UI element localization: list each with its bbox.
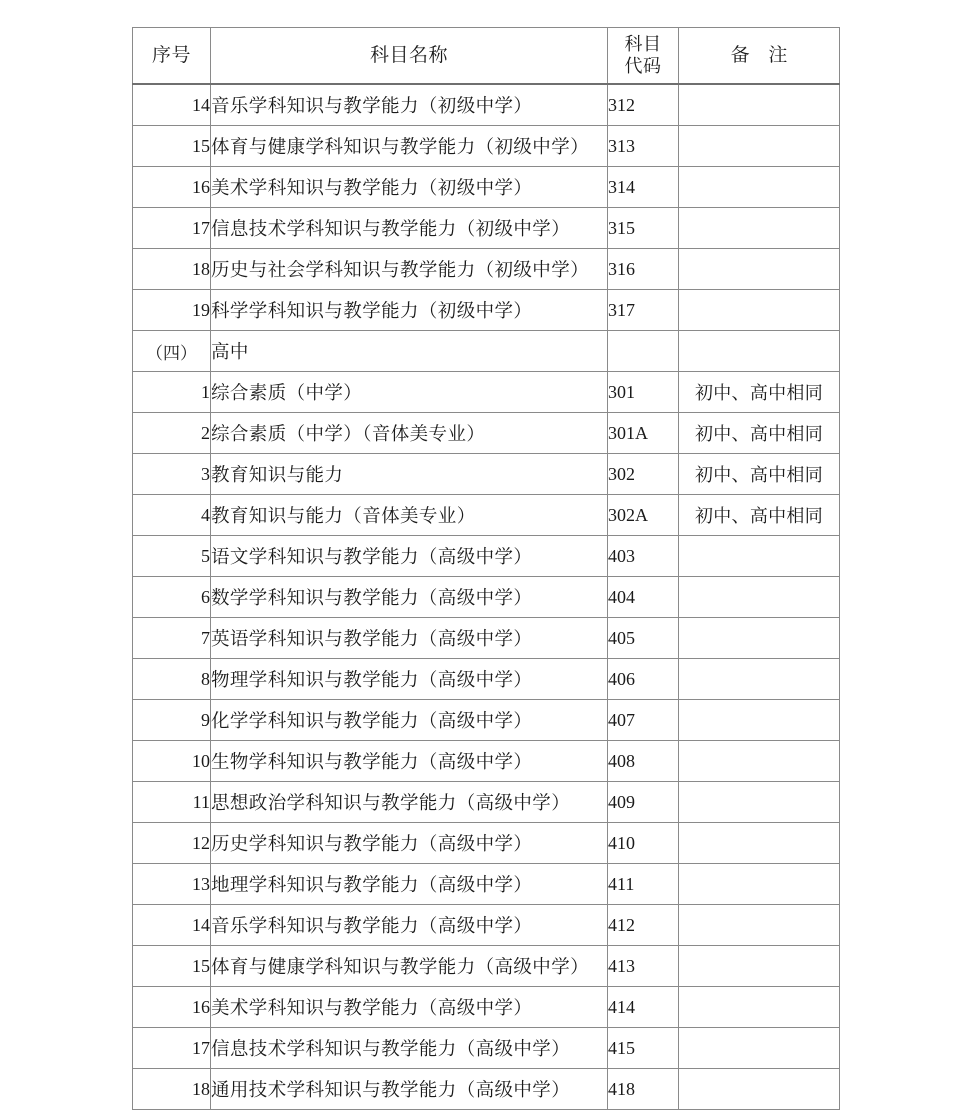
cell-subject-code: 410 [608, 823, 679, 864]
cell-remarks [679, 249, 840, 290]
cell-subject-code: 314 [608, 167, 679, 208]
cell-subject-code: 412 [608, 905, 679, 946]
cell-remarks [679, 208, 840, 249]
cell-remarks [679, 536, 840, 577]
table-row [133, 536, 840, 577]
cell-remarks [679, 331, 840, 372]
cell-remarks: 初中、高中相同 [679, 372, 840, 413]
cell-sequence: 1 [133, 372, 211, 413]
subject-code-table-container [132, 27, 839, 1110]
table-row [133, 905, 840, 946]
column-header-subject-name: 科目名称 [211, 28, 608, 85]
cell-remarks [679, 987, 840, 1028]
cell-remarks: 初中、高中相同 [679, 454, 840, 495]
table-row [133, 208, 840, 249]
table-row [133, 741, 840, 782]
column-header-subject-code-line2: 代码 [624, 55, 662, 76]
cell-subject-name: 历史与社会学科知识与教学能力（初级中学） [211, 249, 608, 290]
table-row [133, 167, 840, 208]
cell-sequence: 2 [133, 413, 211, 454]
table-row [133, 1028, 840, 1069]
cell-subject-name: 思想政治学科知识与教学能力（高级中学） [211, 782, 608, 823]
cell-sequence: 14 [133, 905, 211, 946]
cell-subject-code: 406 [608, 659, 679, 700]
cell-sequence: 16 [133, 167, 211, 208]
cell-subject-name: 语文学科知识与教学能力（高级中学） [211, 536, 608, 577]
cell-subject-code: 317 [608, 290, 679, 331]
cell-subject-code: 411 [608, 864, 679, 905]
table-row [133, 126, 840, 167]
cell-subject-code: 316 [608, 249, 679, 290]
cell-subject-name: 化学学科知识与教学能力（高级中学） [211, 700, 608, 741]
table-row [133, 946, 840, 987]
cell-subject-name: 美术学科知识与教学能力（初级中学） [211, 167, 608, 208]
cell-subject-name: 科学学科知识与教学能力（初级中学） [211, 290, 608, 331]
cell-sequence: 3 [133, 454, 211, 495]
table-row [133, 495, 840, 536]
cell-sequence: 5 [133, 536, 211, 577]
table-row [133, 659, 840, 700]
cell-sequence: 12 [133, 823, 211, 864]
cell-subject-code: 403 [608, 536, 679, 577]
table-body [133, 84, 840, 1110]
cell-subject-code: 315 [608, 208, 679, 249]
cell-subject-name: 音乐学科知识与教学能力（高级中学） [211, 905, 608, 946]
cell-subject-code: 301 [608, 372, 679, 413]
table-row [133, 987, 840, 1028]
cell-sequence: 11 [133, 782, 211, 823]
table-row [133, 84, 840, 126]
cell-sequence: 17 [133, 208, 211, 249]
column-header-subject-code-line1: 科目 [624, 34, 662, 55]
table-row [133, 1069, 840, 1110]
cell-sequence: 7 [133, 618, 211, 659]
cell-subject-code: 408 [608, 741, 679, 782]
cell-subject-code: 418 [608, 1069, 679, 1110]
table-header [133, 28, 840, 85]
cell-subject-code: 409 [608, 782, 679, 823]
cell-remarks [679, 823, 840, 864]
table-row [133, 249, 840, 290]
cell-remarks [679, 659, 840, 700]
cell-remarks [679, 946, 840, 987]
cell-subject-name: 教育知识与能力（音体美专业） [211, 495, 608, 536]
cell-sequence: 15 [133, 946, 211, 987]
cell-remarks [679, 290, 840, 331]
cell-subject-code: 302A [608, 495, 679, 536]
cell-subject-name: 综合素质（中学）（音体美专业） [211, 413, 608, 454]
cell-subject-code: 407 [608, 700, 679, 741]
cell-subject-name: 数学学科知识与教学能力（高级中学） [211, 577, 608, 618]
cell-sequence: 19 [133, 290, 211, 331]
cell-subject-name: 地理学科知识与教学能力（高级中学） [211, 864, 608, 905]
cell-remarks [679, 782, 840, 823]
cell-sequence: 13 [133, 864, 211, 905]
cell-remarks [679, 84, 840, 126]
table-row [133, 454, 840, 495]
cell-sequence: 17 [133, 1028, 211, 1069]
cell-sequence: 8 [133, 659, 211, 700]
cell-sequence: 6 [133, 577, 211, 618]
table-row [133, 823, 840, 864]
cell-subject-code: 312 [608, 84, 679, 126]
cell-subject-code: 405 [608, 618, 679, 659]
table-row [133, 372, 840, 413]
cell-subject-name: 历史学科知识与教学能力（高级中学） [211, 823, 608, 864]
table-row [133, 413, 840, 454]
cell-sequence: （四） [133, 331, 211, 372]
cell-subject-name: 体育与健康学科知识与教学能力（初级中学） [211, 126, 608, 167]
cell-remarks: 初中、高中相同 [679, 495, 840, 536]
column-header-subject-code [608, 28, 679, 85]
table-row [133, 864, 840, 905]
cell-subject-code: 413 [608, 946, 679, 987]
cell-subject-name: 美术学科知识与教学能力（高级中学） [211, 987, 608, 1028]
cell-subject-name: 生物学科知识与教学能力（高级中学） [211, 741, 608, 782]
cell-sequence: 16 [133, 987, 211, 1028]
cell-remarks [679, 905, 840, 946]
cell-remarks [679, 864, 840, 905]
column-header-remarks-label: 备 注 [730, 44, 795, 66]
table-header-row [133, 28, 840, 85]
cell-subject-name: 体育与健康学科知识与教学能力（高级中学） [211, 946, 608, 987]
cell-subject-name: 物理学科知识与教学能力（高级中学） [211, 659, 608, 700]
cell-sequence: 4 [133, 495, 211, 536]
column-header-sequence: 序号 [133, 28, 211, 85]
cell-sequence: 10 [133, 741, 211, 782]
cell-subject-name: 英语学科知识与教学能力（高级中学） [211, 618, 608, 659]
cell-subject-name: 教育知识与能力 [211, 454, 608, 495]
cell-remarks [679, 577, 840, 618]
table-row [133, 700, 840, 741]
cell-remarks [679, 741, 840, 782]
cell-subject-code: 414 [608, 987, 679, 1028]
cell-subject-name: 信息技术学科知识与教学能力（高级中学） [211, 1028, 608, 1069]
cell-remarks [679, 167, 840, 208]
cell-remarks [679, 1028, 840, 1069]
cell-sequence: 15 [133, 126, 211, 167]
table-row [133, 782, 840, 823]
table-row [133, 618, 840, 659]
cell-sequence: 18 [133, 1069, 211, 1110]
cell-remarks [679, 1069, 840, 1110]
cell-subject-code: 301A [608, 413, 679, 454]
cell-subject-code: 302 [608, 454, 679, 495]
cell-subject-code: 313 [608, 126, 679, 167]
cell-remarks [679, 700, 840, 741]
cell-remarks [679, 618, 840, 659]
cell-subject-name: 通用技术学科知识与教学能力（高级中学） [211, 1069, 608, 1110]
cell-sequence: 9 [133, 700, 211, 741]
cell-subject-code: 404 [608, 577, 679, 618]
cell-sequence: 18 [133, 249, 211, 290]
cell-subject-name: 音乐学科知识与教学能力（初级中学） [211, 84, 608, 126]
cell-sequence: 14 [133, 84, 211, 126]
cell-subject-name: 高中 [211, 331, 608, 372]
cell-remarks [679, 126, 840, 167]
cell-subject-name: 综合素质（中学） [211, 372, 608, 413]
cell-subject-code: 415 [608, 1028, 679, 1069]
column-header-remarks [679, 28, 840, 85]
table-row [133, 290, 840, 331]
table-group-row [133, 331, 840, 372]
cell-remarks: 初中、高中相同 [679, 413, 840, 454]
cell-subject-code [608, 331, 679, 372]
cell-subject-name: 信息技术学科知识与教学能力（初级中学） [211, 208, 608, 249]
subject-code-table [132, 27, 840, 1110]
table-row [133, 577, 840, 618]
